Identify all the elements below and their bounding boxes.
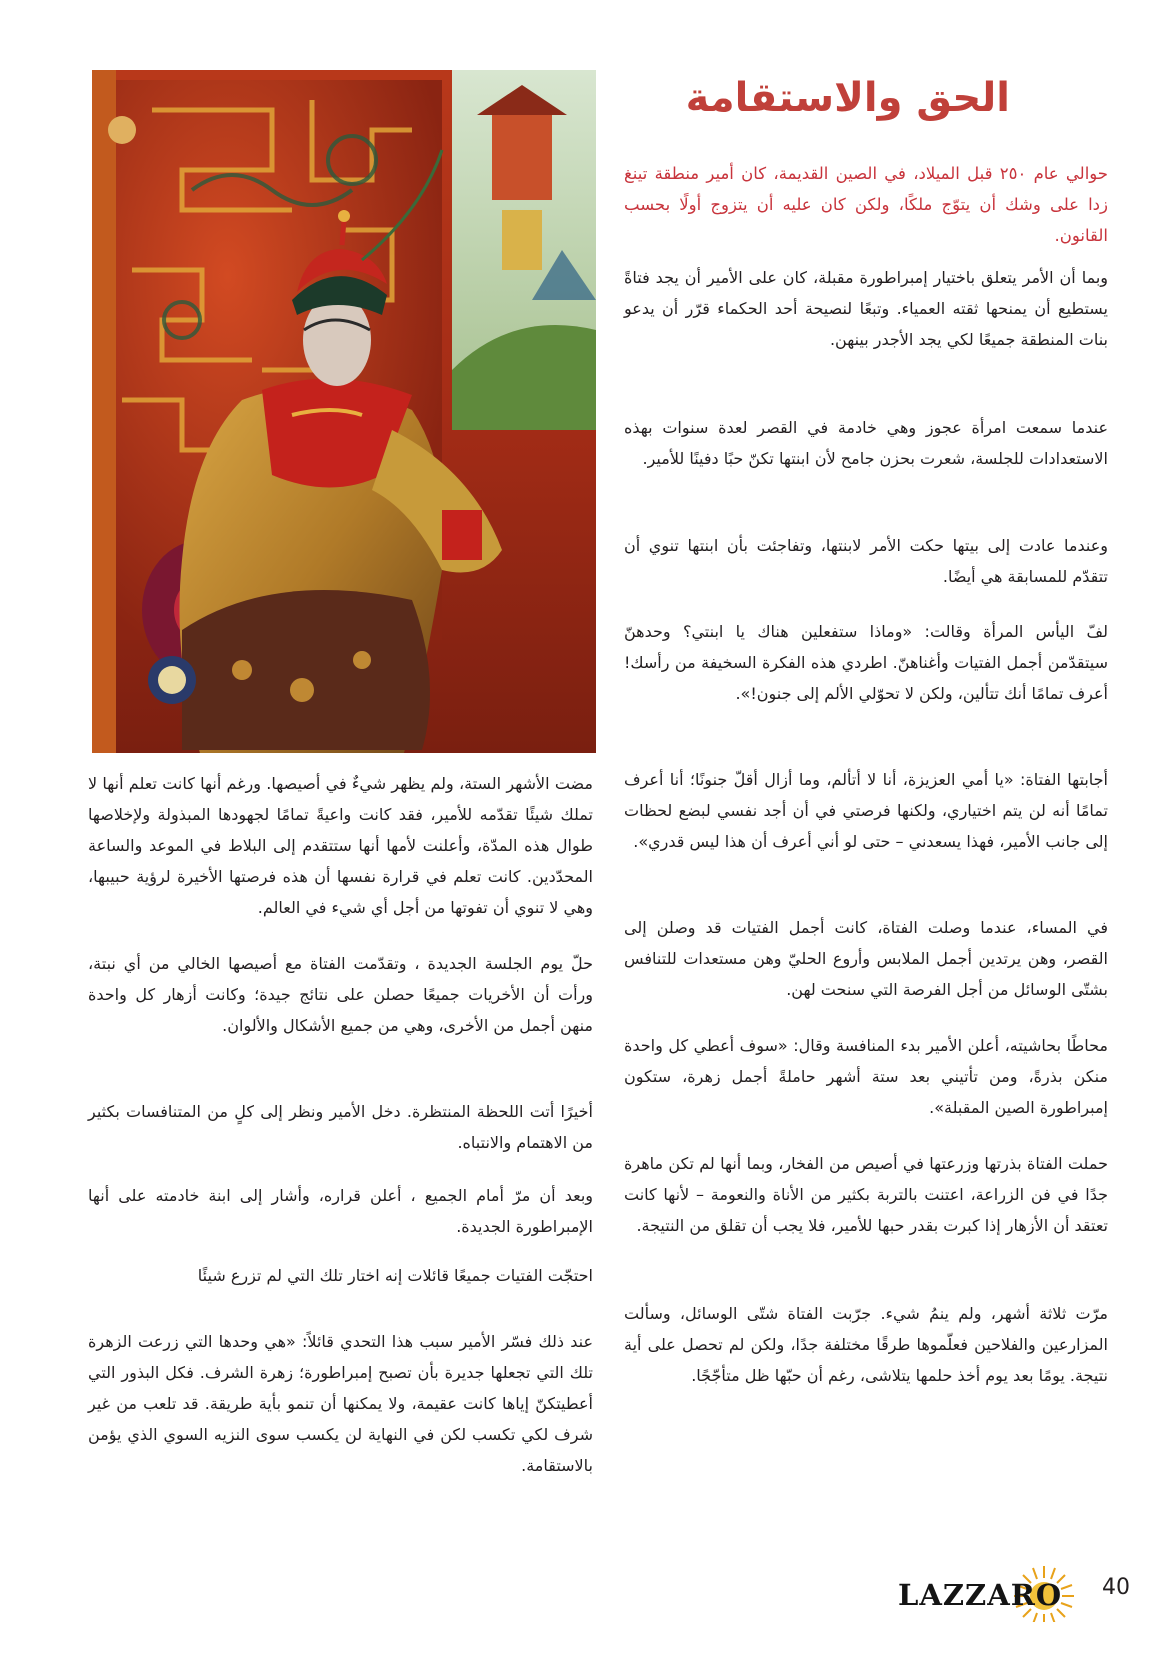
paragraph: لفّ اليأس المرأة وقالت: «وماذا ستفعلين هناك يا ابنتي؟ وحدهنّ سيتقدّمن أجمل الفتيات وأغناهنّ. اطردي هذه الفكرة السخيفة من رأسك! أعرف تمامًا أنك تتألين، ولكن لا تحوّلي الألم إلى جنون!».: [624, 622, 1108, 703]
paragraph: أخيرًا أتت اللحظة المنتظرة. دخل الأمير ونظر إلى كلٍ من المتنافسات بكثير من الاهتمام والانتباه.: [88, 1102, 593, 1152]
paragraph: محاطًا بحاشيته، أعلن الأمير بدء المنافسة وقال: «سوف أعطي كل واحدة منكن بذرةً، ومن تأتيني بعد ستة أشهر حاملةً أجمل زهرة، ستكون إمبراطورة الصين المقبلة».: [624, 1036, 1108, 1117]
right-column: [624, 0, 1108, 1664]
paragraph: في المساء، عندما وصلت الفتاة، كانت أجمل الفتيات قد وصلن إلى القصر، وهن يرتدين أجمل الملابس وأروع الحليّ وهن مستعدات للتنافس بشتّى الوسائل من أجل الفرصة التي سنحت لهن.: [624, 918, 1108, 999]
paragraph: وعندما عادت إلى بيتها حكت الأمر لابنتها، وتفاجئت بأن ابنتها تنوي أن تتقدّم للمسابقة هي أيضًا.: [624, 536, 1108, 586]
paragraph: وبما أن الأمر يتعلق باختيار إمبراطورة مقبلة، كان على الأمير أن يجد فتاةً يستطيع أن يمنحها ثقته العمياء. وتبعًا لنصيحة أحد الحكماء قرّر أن يدعو بنات المنطقة جميعًا لكي يجد الأجدر بينهن.: [624, 268, 1108, 349]
paragraph: عندما سمعت امرأة عجوز وهي خادمة في القصر لعدة سنوات بهذه الاستعدادات للجلسة، شعرت بحزن جامح لأن ابنتها تكنّ حبًا دفينًا للأمير.: [624, 418, 1108, 468]
paragraph: حلّ يوم الجلسة الجديدة ، وتقدّمت الفتاة مع أصيصها الخالي من أي نبتة، ورأت أن الأخريات جميعًا حصلن على نتائج جيدة؛ وكانت أزهار كل واحدة منهن أجمل من الأخرى، وهي من جميع الأشكال والألوان.: [88, 954, 593, 1035]
article-title: الحق والاستقامة: [685, 75, 1010, 121]
paragraph: مرّت ثلاثة أشهر، ولم ينمُ شيء. جرّبت الفتاة شتّى الوسائل، وسألت المزارعين والفلاحين فعلّموها طرقًا مختلفة جدًا، ولكن لم تحصل على أية نتيجة. يومًا بعد يوم أخذ حلمها يتلاشى، رغم أن حبّها ظل متأجّجًا.: [624, 1304, 1108, 1385]
brand-name: LAZZARO: [898, 1578, 1063, 1612]
paragraph: عند ذلك فسّر الأمير سبب هذا التحدي قائلاً: «هي وحدها التي زرعت الزهرة تلك التي تجعلها جديرة بأن تصبح إمبراطورة؛ زهرة الشرف. فكل البذور التي أعطيتكنّ إياها كانت عقيمة، ولا يمكنها أن تنمو بأية طريقة. قد تلعب من غير شرف لكي تكسب لكن في النهاية لن يكسب سوى النزيه السوي الذي يؤمن بالاستقامة.: [88, 1332, 593, 1475]
article-intro: حوالي عام ٢٥٠ قبل الميلاد، في الصين القديمة، كان أمير منطقة تينغ زدا على وشك أن يتوّج ملكًا، ولكن كان عليه أن يتزوج أولًا بحسب القانون.: [624, 164, 1108, 245]
paragraph: أجابتها الفتاة: «يا أمي العزيزة، أنا لا أتألم، وما أزال أقلّ جنونًا؛ أنا أعرف تمامًا أنه لن يتم اختياري، ولكنها فرصتي في أن أجد نفسي لبضع لحظات إلى جانب الأمير، فهذا يسعدني – حتى لو أني أعرف أن هذا ليس قدري».: [624, 770, 1108, 851]
brand-logo: [894, 1562, 1094, 1622]
page-number: 40: [1102, 1575, 1130, 1600]
paragraph: مضت الأشهر الستة، ولم يظهر شيءٌ في أصيصها. ورغم أنها كانت تعلم أنها لا تملك شيئًا تقدّمه للأمير، فقد كانت واعيةً تمامًا لجهودها المبذولة ولإخلاصها طوال هذه المدّة، وأعلنت لأمها أنها ستتقدم إلى البلاط في الموعد والساعة المحدّدين. كانت تعلم في قرارة نفسها أن هذه فرصتها الأخيرة لرؤية حبيبها، وهي لا تنوي أن تفوتها من أجل أي شيء في العالم.: [88, 774, 593, 917]
left-column: [88, 0, 593, 1664]
paragraph: حملت الفتاة بذرتها وزرعتها في أصيص من الفخار، وبما أنها لم تكن ماهرة جدًا في فن الزراعة، اعتنت بالتربة بكثير من الأناة والنعومة – لأنها كانت تعتقد أن الأزهار إذا كبرت بقدر حبها للأمير، فلا يجب أن تقلق من النتيجة.: [624, 1154, 1108, 1235]
paragraph: وبعد أن مرّ أمام الجميع ، أعلن قراره، وأشار إلى ابنة خادمته على أنها الإمبراطورة الجديدة.: [88, 1186, 593, 1236]
paragraph: احتجّت الفتيات جميعًا قائلات إنه اختار تلك التي لم تزرع شيئًا: [197, 1266, 593, 1285]
